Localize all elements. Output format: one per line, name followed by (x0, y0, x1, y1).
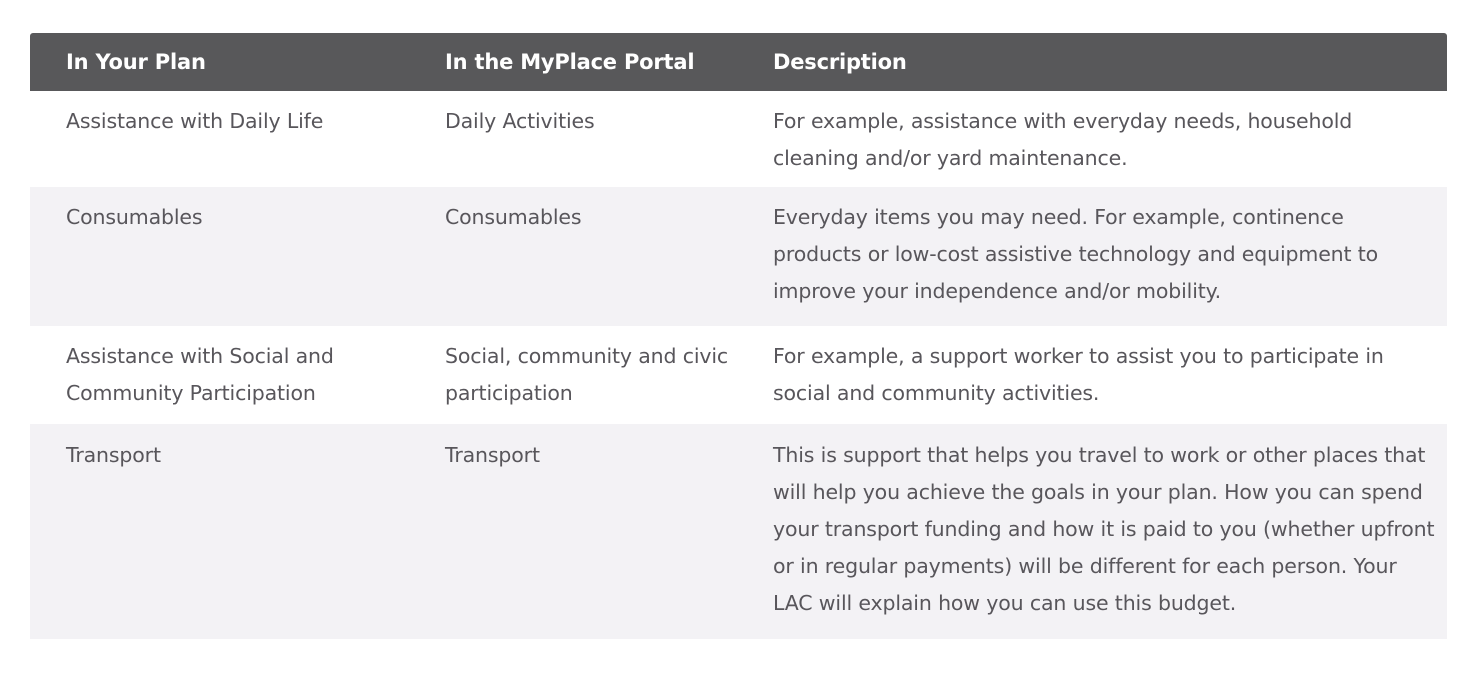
cell-portal: Consumables (445, 205, 582, 229)
cell-description: For example, a support worker to assist you to participate in social and community activities. (773, 344, 1384, 405)
table-row (30, 187, 1447, 326)
table-row (30, 91, 1447, 187)
cell-portal: Transport (445, 443, 540, 467)
column-header-description: Description (773, 50, 907, 74)
cell-description: Everyday items you may need. For example, continence products or low-cost assistive technology and equipment to improve your independence and/or mobility. (773, 205, 1379, 303)
cell-plan: Assistance with Daily Life (66, 109, 324, 133)
budget-categories-table-container (30, 33, 1447, 639)
cell-plan: Consumables (66, 205, 203, 229)
table-header (30, 33, 1447, 91)
cell-plan: Transport (66, 443, 161, 467)
cell-description: This is support that helps you travel to work or other places that will help you achieve the goals in your plan. How you can spend your transport funding and how it is paid to you (whether upfront or in regular payments) will be different for each person. Your LAC will explain how you can use this budget. (773, 443, 1435, 615)
cell-plan: Assistance with Social and Community Participation (66, 344, 334, 405)
cell-description: For example, assistance with everyday needs, household cleaning and/or yard maintenance. (773, 109, 1353, 170)
cell-portal: Daily Activities (445, 109, 595, 133)
column-header-in-your-plan: In Your Plan (66, 50, 206, 74)
table-body (30, 91, 1447, 639)
budget-categories-table (30, 33, 1447, 639)
table-row (30, 326, 1447, 424)
table-row (30, 424, 1447, 639)
cell-portal: Social, community and civic participation (445, 344, 729, 405)
column-header-myplace-portal: In the MyPlace Portal (445, 50, 695, 74)
table-header-row (30, 33, 1447, 91)
